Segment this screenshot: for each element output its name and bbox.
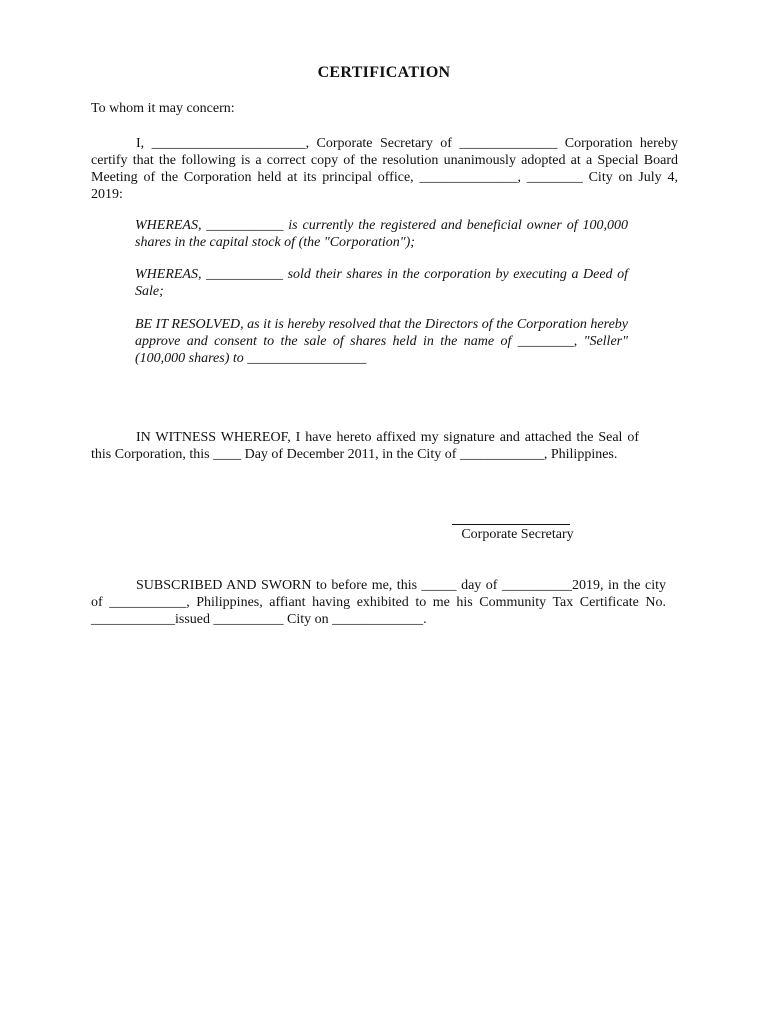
certification-text: I, ______________________, Corporate Secretary of ______________ Corporation hereby certify that the following is a correct copy of the resolution unanimously adopted at a Special Board Meeting of the Corporation held at its principal office, ______________, ________ City on July 4, 2019: <box>91 136 678 202</box>
whereas-clause-2: WHEREAS, ___________ sold their shares in the corporation by executing a Deed of Sale; <box>135 267 628 299</box>
witness-text: IN WITNESS WHEREOF, I have hereto affixed my signature and attached the Seal of this Corporation, this ____ Day of December 2011, in the City of ____________, Philippines. <box>91 430 639 462</box>
salutation: To whom it may concern: <box>91 101 235 116</box>
certification-paragraph <box>91 135 678 203</box>
whereas-clause-1: WHEREAS, ___________ is currently the registered and beneficial owner of 100,000 shares in the capital stock of (the "Corporation"); <box>135 218 628 250</box>
resolved-clause: BE IT RESOLVED, as it is hereby resolved that the Directors of the Corporation hereby approve and consent to the sale of shares held in the name of ________, "Seller" (100,000 shares) to _________________ <box>135 317 628 366</box>
sworn-text: SUBSCRIBED AND SWORN to before me, this _____ day of __________2019, in the city of ___________, Philippines, affiant having exhibited to me his Community Tax Certificate No. ____________issued __________ City on _____________. <box>91 578 666 627</box>
sworn-paragraph <box>91 577 666 628</box>
signature-line <box>452 524 570 525</box>
witness-paragraph <box>91 429 639 463</box>
signature-label: Corporate Secretary <box>461 527 574 542</box>
document-title: CERTIFICATION <box>317 64 451 81</box>
